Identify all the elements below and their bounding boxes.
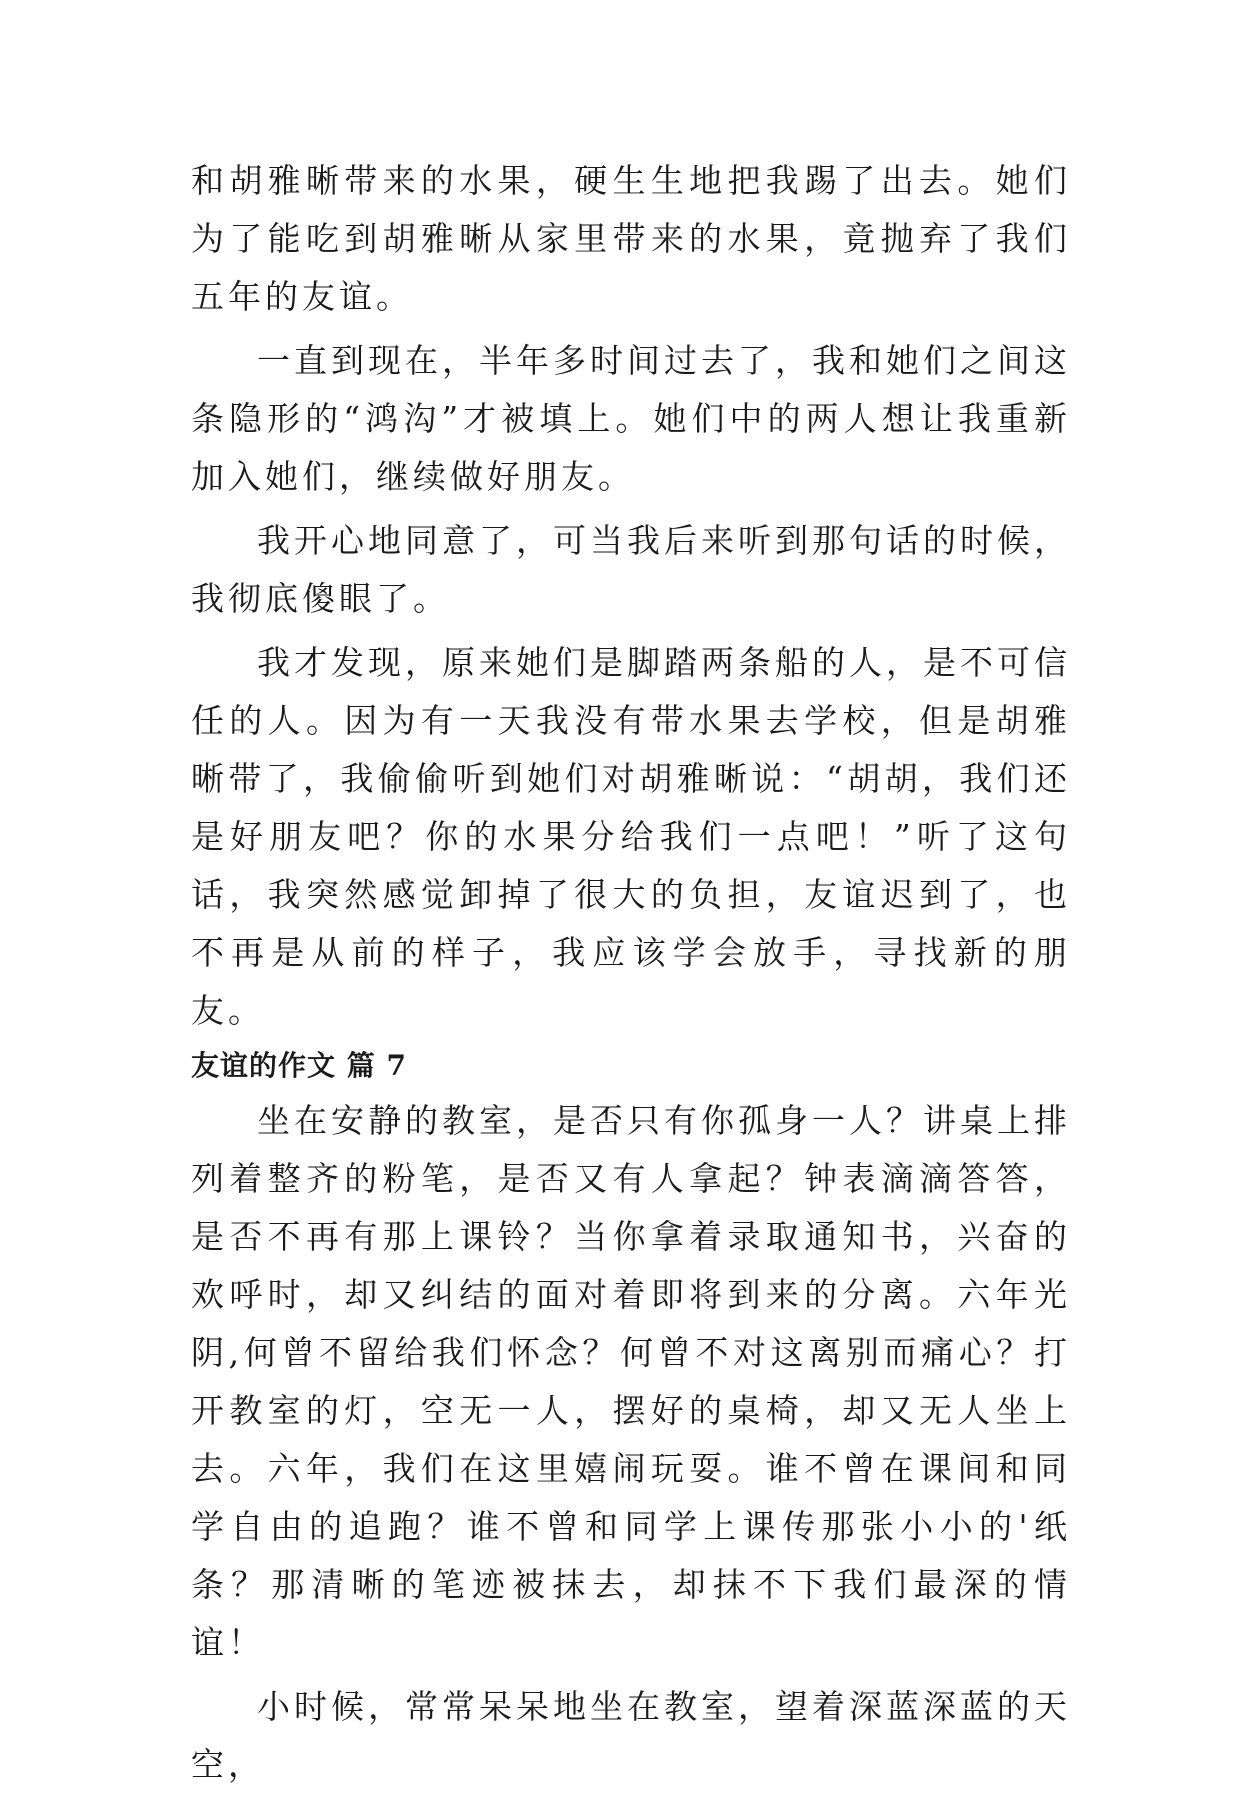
section-title: 友谊的作文 篇 7 (191, 1049, 407, 1082)
paragraph: 和胡雅晰带来的水果，硬生生地把我踢了出去。她们为了能吃到胡雅晰从家里带来的水果，竟抛弃了我们五年的友谊。 (191, 161, 1071, 316)
paragraph: 小时候，常常呆呆地坐在教室，望着深蓝深蓝的天空， (191, 1687, 1071, 1784)
document-page (191, 152, 1071, 1794)
paragraph: 坐在安静的教室，是否只有你孤身一人？讲桌上排列着整齐的粉笔，是否又有人拿起？钟表滴滴答答，是否不再有那上课铃？当你拿着录取通知书，兴奋的欢呼时，却又纠结的面对着即将到来的分离。六年光阴,何曾不留给我们怀念？何曾不对这离别而痛心？打开教室的灯，空无一人，摆好的桌椅，却又无人坐上去。六年，我们在这里嬉闹玩耍。谁不曾在课间和同学自由的追跑？谁不曾和同学上课传那张小小的'纸条？那清晰的笔迹被抹去，却抹不下我们最深的情谊！ (191, 1101, 1071, 1662)
paragraph: 一直到现在，半年多时间过去了，我和她们之间这条隐形的“鸿沟”才被填上。她们中的两人想让我重新加入她们，继续做好朋友。 (191, 341, 1071, 496)
paragraph: 我开心地同意了，可当我后来听到那句话的时候，我彻底傻眼了。 (191, 521, 1071, 618)
paragraph: 我才发现，原来她们是脚踏两条船的人，是不可信任的人。因为有一天我没有带水果去学校，但是胡雅晰带了，我偷偷听到她们对胡雅晰说：“胡胡，我们还是好朋友吧？你的水果分给我们一点吧！”听了这句话，我突然感觉卸掉了很大的负担，友谊迟到了，也不再是从前的样子，我应该学会放手，寻找新的朋友。 (191, 643, 1071, 1030)
